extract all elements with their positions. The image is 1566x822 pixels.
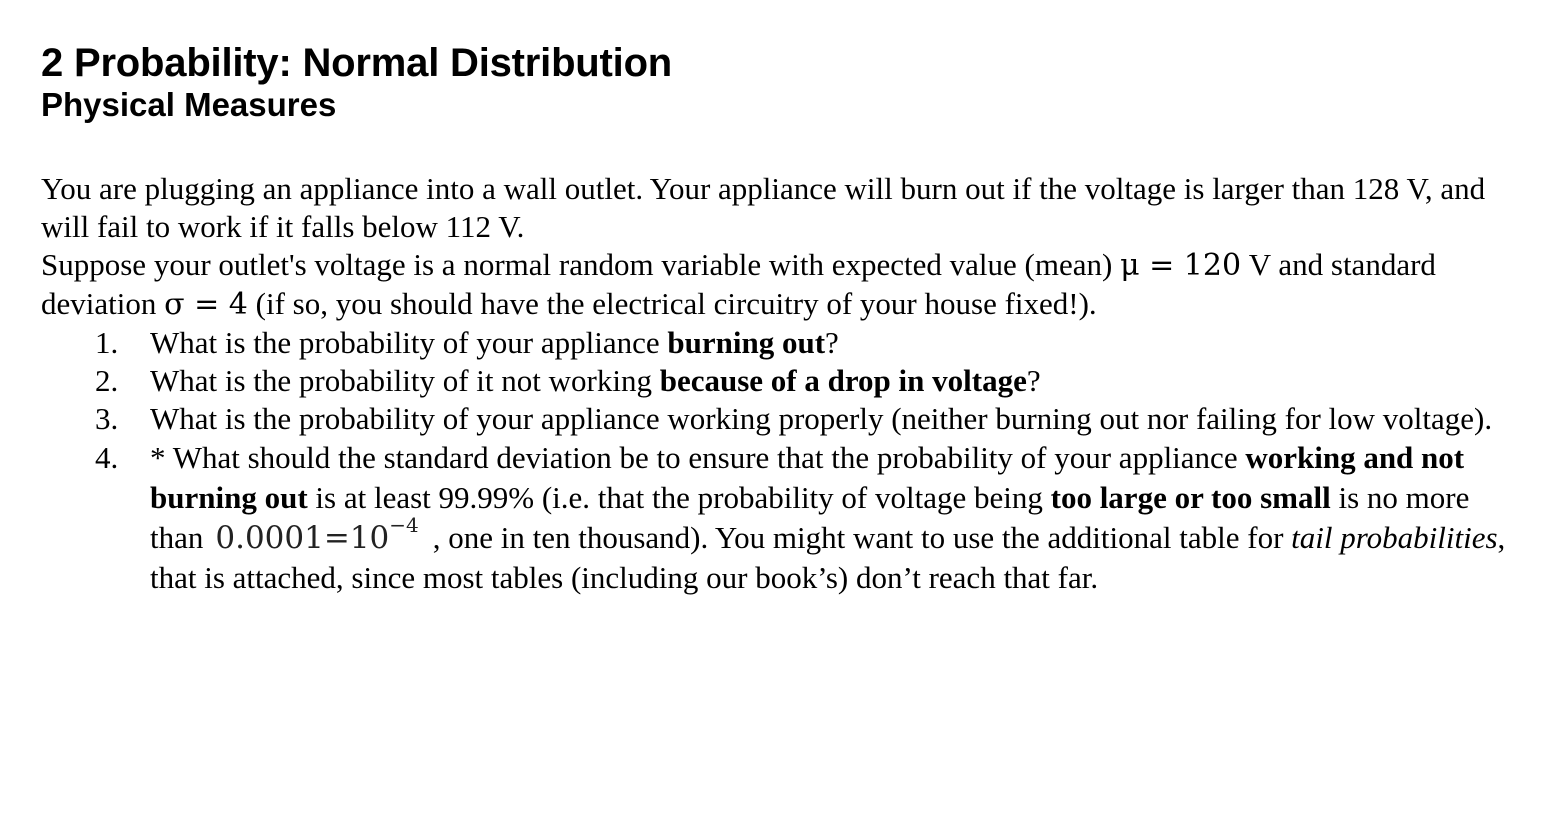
sigma-expression: σ = 4	[164, 287, 248, 322]
question-text: What is the probability of your appliance	[150, 325, 668, 360]
list-number: 3.	[95, 401, 119, 436]
list-number: 2.	[95, 363, 119, 398]
list-number: 1.	[95, 325, 119, 360]
list-number: 4.	[95, 440, 119, 475]
math-base: 0.0001=10	[215, 520, 390, 556]
question-list	[41, 324, 1541, 598]
question-emphasis: burning out	[667, 325, 826, 360]
section-title: 2 Probability: Normal Distribution	[41, 41, 673, 85]
question-text: ?	[1026, 363, 1041, 398]
intro-paragraph-2	[41, 246, 1541, 324]
question-text: What is the probability of it not working	[150, 363, 660, 398]
question-text: , that is attached, since most tables (including our book’s) don’t reach that far.	[150, 520, 1506, 595]
list-item	[41, 324, 1541, 362]
intro-p2-text-b: V and standard deviation	[41, 247, 1436, 321]
question-emphasis: working and not burning out	[150, 440, 1465, 515]
list-item	[41, 400, 1541, 438]
list-item	[41, 438, 1541, 598]
list-item	[41, 362, 1541, 400]
math-exponent: −4	[389, 513, 419, 537]
question-text: What is the probability of your appliance working properly (neither burning out nor failing for low voltage).	[150, 401, 1493, 436]
document-page	[41, 40, 1541, 598]
intro-p2-text-a: Suppose your outlet's voltage is a normal random variable with expected value (mean)	[41, 247, 1121, 282]
question-text: is at least 99.99% (i.e. that the probability of voltage being	[307, 480, 1051, 515]
section-subtitle: Physical Measures	[41, 86, 337, 123]
question-emphasis: too large or too small	[1050, 480, 1331, 515]
intro-p2-text-c: (if so, you should have the electrical circuitry of your house fixed!).	[247, 286, 1097, 321]
math-expression	[203, 513, 432, 556]
mu-expression: μ = 120	[1120, 248, 1242, 283]
intro-paragraph-1: You are plugging an appliance into a wall outlet. Your appliance will burn out if the voltage is larger than 128 V, and will fail to work if it falls below 112 V.	[41, 171, 1486, 244]
question-text: is no more than	[150, 480, 1470, 555]
question-text: ?	[825, 325, 839, 360]
question-text: * What should the standard deviation be to ensure that the probability of your appliance	[150, 440, 1246, 475]
question-italic: tail probabilities	[1291, 520, 1498, 555]
question-text: , one in ten thousand). You might want to use the additional table for	[432, 520, 1292, 555]
question-emphasis: because of a drop in voltage	[659, 363, 1027, 398]
